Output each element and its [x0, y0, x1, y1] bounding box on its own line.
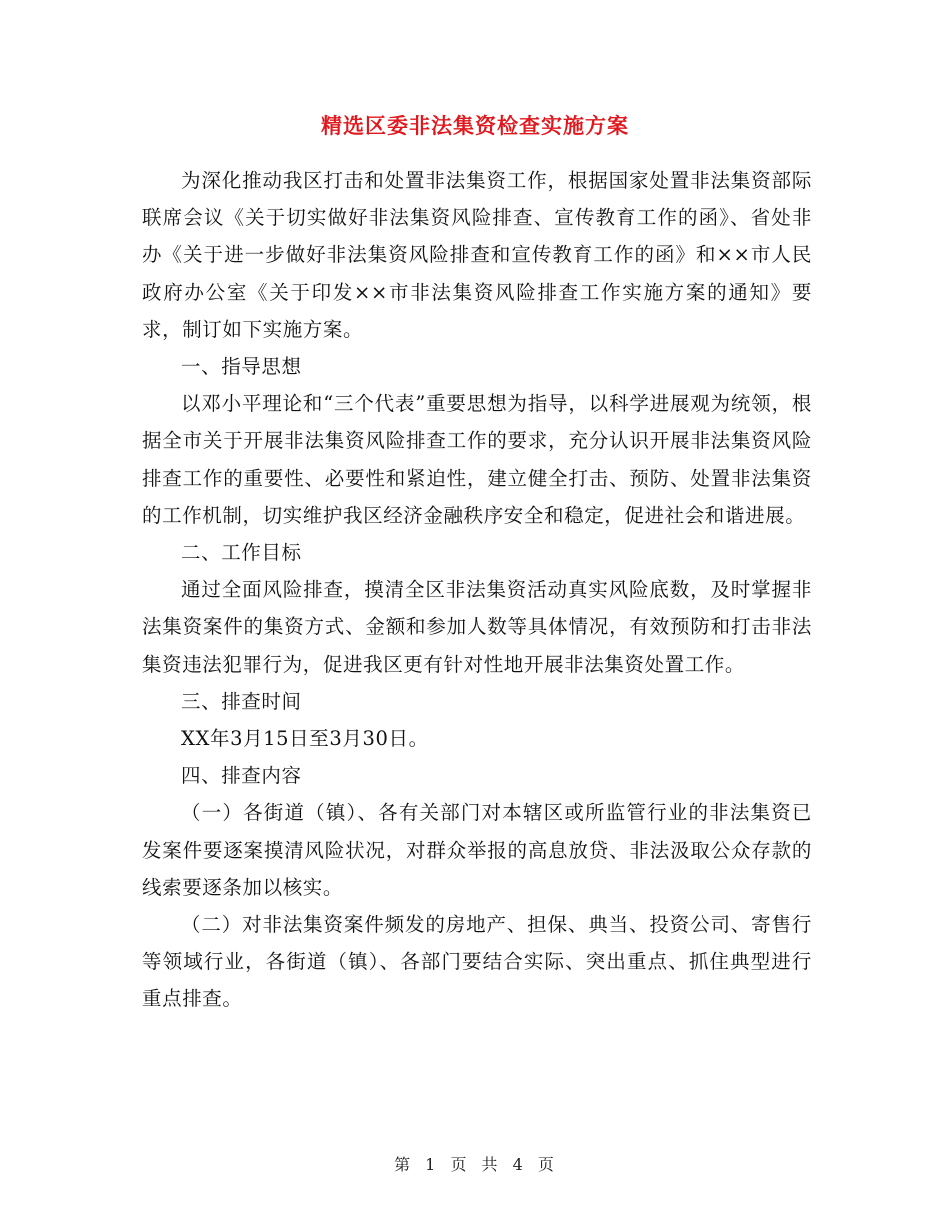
- section-heading-work-goals: 二、工作目标: [181, 541, 302, 565]
- section-heading-investigation-content: 四、排查内容: [181, 764, 302, 788]
- guiding-ideology-paragraph: 以邓小平理论和“三个代表”重要思想为指导，以科学进展观为统领，根据全市关于开展非法集资风险排查工作的要求，充分认识开展非法集资风险排查工作的重要性、必要性和紧迫性，建立健全打击、预防、处置非法集资的工作机制，切实维护我区经济金融秩序安全和稳定，促进社会和谐进展。: [142, 392, 812, 527]
- investigation-item-2: （二）对非法集资案件频发的房地产、担保、典当、投资公司、寄售行等领域行业，各街道（镇）、各部门要结合实际、突出重点、抓住典型进行重点排查。: [142, 913, 812, 1011]
- work-goals-paragraph: 通过全面风险排查，摸清全区非法集资活动真实风险底数，及时掌握非法集资案件的集资方式、金额和参加人数等具体情况，有效预防和打击非法集资违法犯罪行为，促进我区更有针对性地开展非法集资处置工作。: [142, 578, 812, 676]
- intro-paragraph: 为深化推动我区打击和处置非法集资工作，根据国家处置非法集资部际联席会议《关于切实做好非法集资风险排查、宣传教育工作的函》、省处非办《关于进一步做好非法集资风险排查和宣传教育工作的函》和××市人民政府办公室《关于印发××市非法集资风险排查工作实施方案的通知》要求，制订如下实施方案。: [142, 169, 812, 341]
- section-heading-investigation-time: 三、排查时间: [181, 689, 302, 713]
- section-heading-guiding-ideology: 一、指导思想: [181, 355, 302, 379]
- investigation-item-1: （一）各街道（镇）、各有关部门对本辖区或所监管行业的非法集资已发案件要逐案摸清风险状况，对群众举报的高息放贷、非法汲取公众存款的线索要逐条加以核实。: [142, 801, 812, 899]
- document-title: 精选区委非法集资检查实施方案: [321, 114, 629, 138]
- page-number-footer: 第 1 页 共 4 页: [394, 1155, 556, 1174]
- document-body: [142, 162, 812, 1018]
- investigation-time-paragraph: XX年3月15日至3月30日。: [181, 727, 429, 751]
